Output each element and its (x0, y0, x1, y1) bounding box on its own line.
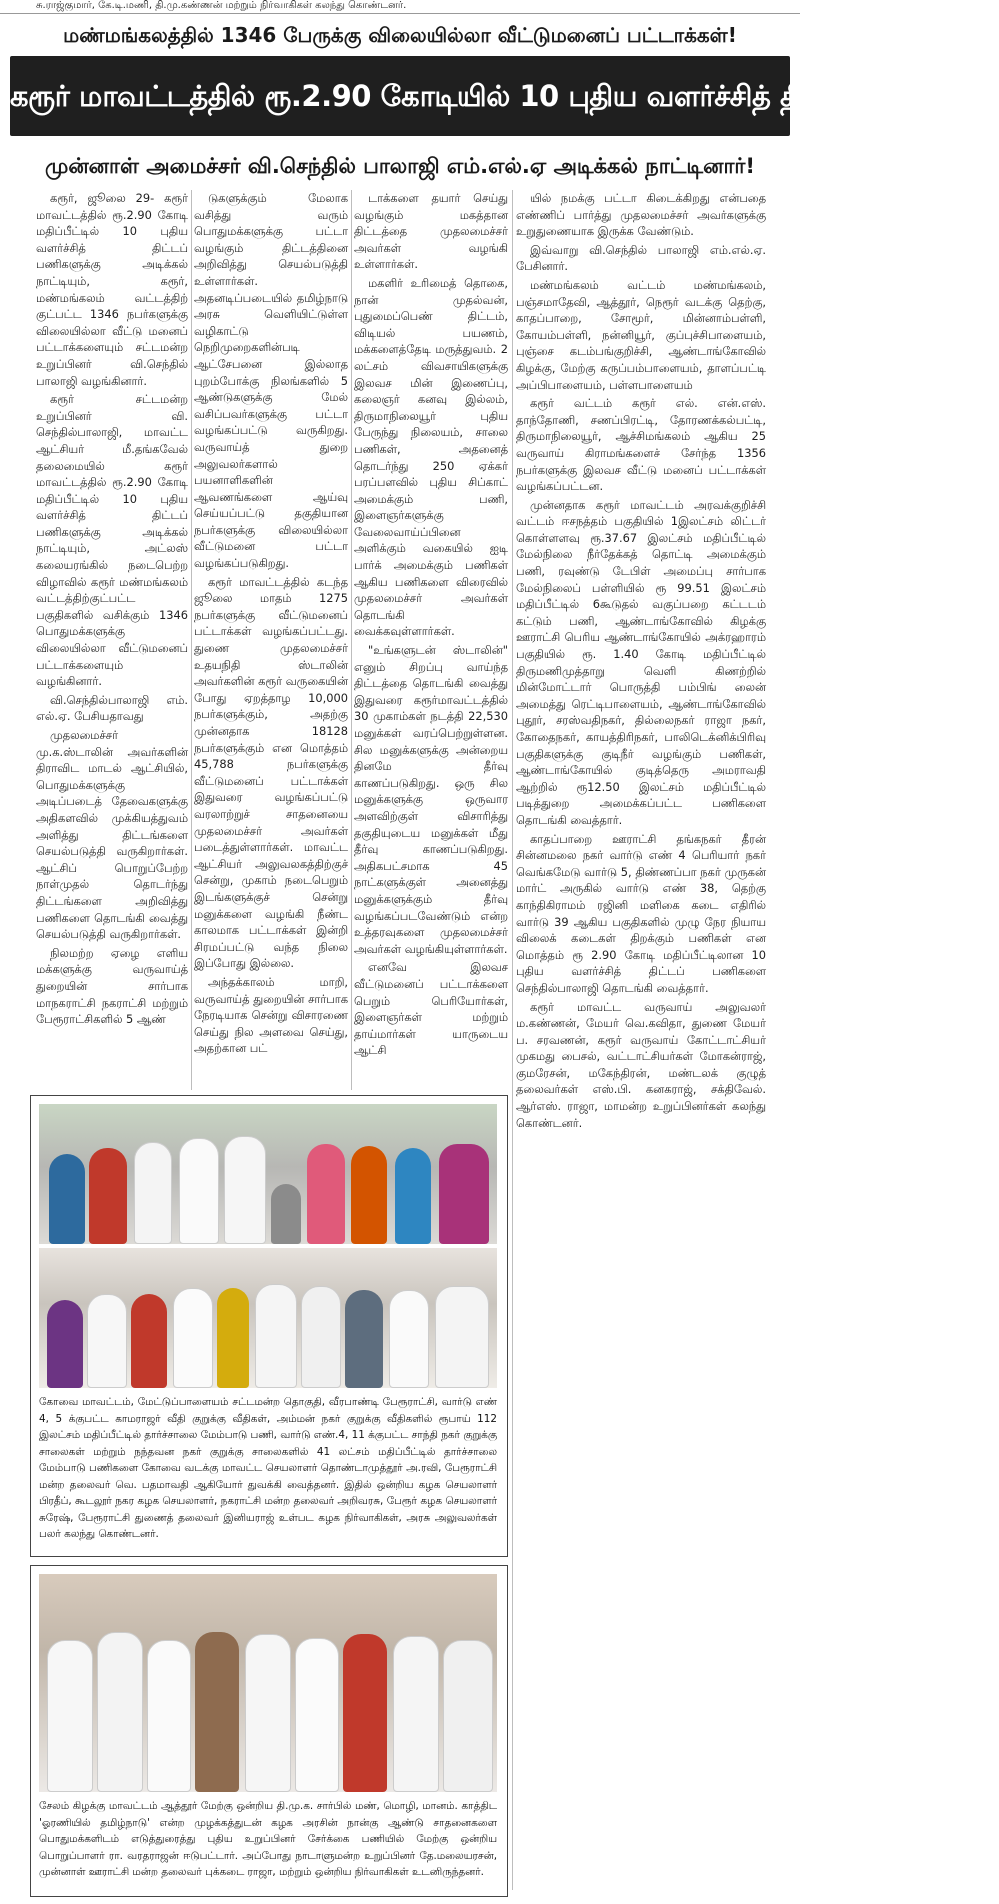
paragraph: யில் நமக்கு பட்டா கிடைக்கிறது என்பதை எண்ணிப் பார்த்து முதலமைச்சர் அவர்களுக்கு உறுதுணையாக இருக்க வேண்டும். (516, 191, 766, 239)
paragraph: முதலமைச்சர் மு.க.ஸ்டாலின் அவர்களின் திராவிட மாடல் ஆட்சியில், பொதுமக்களுக்கு அடிப்படைத் தேவைகளுக்கு அதிகளவில் முக்கியத்துவம் அளித்து திட்டங்களை செயல்படுத்தி வருகிறார்கள். ஆட்சிப் பொறுப்பேற்ற நாள்முதல் தொடர்ந்து திட்டங்களை அறிவித்து பணிகளை தொடங்கி வைத்து செயல்படுத்தி வருகிறார்கள். (36, 728, 188, 942)
photo-block-salem (30, 1565, 508, 1897)
paragraph: காதப்பாறை ஊராட்சி தங்கநகர் தீரன் சின்னமலை நகர் வார்டு எண் 4 பெரியார் நகர் வெங்கமேடு வார்டு 5, திண்ணப்பா நகர் முருகன் மார்ட் அருகில் வார்டு எண் 38, தெற்கு காந்திகிராமம் ரஜினி மளிகை கடை எதிரில் வார்டு 39 ஆகிய பகுதிகளில் முழு நேர நியாய விலைக் கடைகள் திறக்கும் பணிகள் என மொத்தம் ரூ 2.90 கோடி மதிப்பீட்டிலான 10 புதிய வளர்ச்சித் திட்டப் பணிகளை செந்தில்பாலாஜி தொடங்கி வைத்தார். (516, 831, 766, 995)
paragraph: மண்மங்கலம் வட்டம் மண்மங்கலம், பஞ்சமாதேவி, ஆத்தூர், நெரூர் வடக்கு தெற்கு, காதப்பாறை, சோமூர், மின்னாம்பள்ளி, கோயம்பள்ளி, நன்னியூர், குப்புச்சிபாளையம், புஞ்சை கடம்பங்குறிச்சி, ஆண்டாங்கோவில் கிழக்கு, மேற்கு கருப்பம்பாளையம், தாளப்பட்டி அப்பிபாளையம், பள்ளபாளையம் (516, 277, 766, 392)
group-photo (39, 1574, 497, 1792)
paragraph: டாக்களை தயார் செய்து வழங்கும் மகத்தான திட்டத்தை முதலமைச்சர் அவர்கள் வழங்கி உள்ளார்கள். (354, 191, 508, 272)
article-column-3 (354, 190, 508, 1090)
paragraph: மகளிர் உரிமைத் தொகை, நான் முதல்வன், புதுமைப்பெண் திட்டம், விடியல் பயணம், மக்களைத்தேடி மருத்துவம். 2 லட்சம் விவசாயிகளுக்கு இலவச மின் இணைப்பு, கலைஞர் கனவு இல்லம், திருமாநிலையூர் புதிய பேருந்து நிலையம், சாலை பணிகள், அதனைத் தொடர்ந்து 250 ஏக்கர் பரப்பளவில் புதிய சிப்காட் அமைக்கும் பணி, இளைஞர்களுக்கு வேலைவாய்ப்பினை அளிக்கும் வகையில் ஐடி பார்க் அமைக்கும் பணிகள் ஆகிய பணிகளை விரைவில் முதலமைச்சர் அவர்கள் தொடங்கி வைக்கவுள்ளார்கள். (354, 275, 508, 639)
photo-block-coimbatore (30, 1095, 508, 1557)
paragraph: கரூர் மாவட்ட வருவாய் அலுவலர் ம.கண்ணன், மேயர் வெ.கவிதா, துணை மேயர் ப. சரவணன், கரூர் வருவாய் கோட்டாட்சியர் முகமது பைசல், வட்டாட்சியர்கள் மோகன்ராஜ், குமரேசன், மகேந்திரன், மண்டலக் குழுத் தலைவர்கள் எஸ்.பி. கனகராஜ், சக்திவேல். ஆர்எஸ். ராஜா, மாமன்ற உறுப்பினர்கள் கலந்து கொண்டனர். (516, 999, 766, 1130)
paragraph: கரூர் மாவட்டத்தில் கடந்த ஜூலை மாதம் 1275 நபர்களுக்கு வீட்டுமனைப் பட்டாக்கள் வழங்கப்பட்டது. துணை முதலமைச்சர் உதயநிதி ஸ்டாலின் அவர்களின் கரூர் வருகையின் போது ஏறத்தாழ 10,000 நபர்களுக்கும், அதற்கு முன்னதாக 18128 நபர்களுக்கும் என மொத்தம் 45,788 நபர்களுக்கு வீட்டுமனைப் பட்டாக்கள் இதுவரை வழங்கப்பட்டு வரலாற்றுச் சாதனையை முதலமைச்சர் அவர்கள் படைத்துள்ளார்கள். மாவட்ட ஆட்சியர் அலுவலகத்திற்குச் சென்று, முகாம் நடைபெறும் இடங்களுக்குச் சென்று மனுக்களை வழங்கி நீண்ட காலமாக பட்டாக்கள் இன்றி சிரமப்பட்டு வந்த நிலை இப்போது இல்லை. (194, 574, 348, 971)
kicker-headline: மண்மங்கலத்தில் 1346 பேருக்கு விலையில்லா வீட்டுமனைப் பட்டாக்கள்! (63, 23, 737, 47)
paragraph: நிலமற்ற ஏழை எளிய மக்களுக்கு வருவாய்த் துறையின் சார்பாக மாநகராட்சி நகராட்சி மற்றும் பேரூராட்சிகளில் 5 ஆண் (36, 945, 188, 1027)
article-column-1 (36, 190, 188, 1090)
paragraph: வி.செந்தில்பாலாஜி எம். எல்.ஏ. பேசியதாவது (36, 692, 188, 724)
photo-caption: கோவை மாவட்டம், மேட்டுப்பாளையம் சட்டமன்ற தொகுதி, வீரபாண்டி பேரூராட்சி, வார்டு எண் 4, 5 க்குபட்ட காமராஜர் வீதி குறுக்கு வீதிகள், அம்மன் நகர் குறுக்கு வீதிகளில் ரூபாய் 112 இலட்சம் மதிப்பீட்டில் தார்ச்சாலை மேம்பாடு பணி, வார்டு எண்.4, 11 க்குபட்ட சாந்தி நகர் குறுக்கு சாலைகள் மற்றும் நந்தவன நகர் குறுக்கு சாலைகளில் 41 லட்சம் மதிப்பீட்டில் தார்ச்சாலை மேம்பாடு பணிகளை கோவை வடக்கு மாவட்ட செயலாளர் தொண்டாமுத்தூர் அ.ரவி, பேரூராட்சி மன்ற தலைவர் வெ. பதமாவதி ஆகியோர் துவக்கி வைத்தனர். இதில் ஒன்றிய கழக செயலாளர் பிரதீப், கூடலூர் நகர கழக செயலாளர், நகராட்சி மன்ற தலைவர் அறிவரசு, பேரூர் கழக செயலாளர் சுரேஷ், பேரூராட்சி துணைத் தலைவர் இனியராஜ் உள்பட கழக நிர்வாகிகள், அரசு அலுவலர்கள் பலர் கலந்து கொண்டனர். (39, 1396, 497, 1540)
paragraph: டுகளுக்கும் மேலாக வசித்து வரும் பொதுமக்களுக்கு பட்டா வழங்கும் திட்டத்தினை அறிவித்து செயல்படுத்தி உள்ளார்கள். அதனடிப்படையில் தமிழ்நாடு அரசு வெளியிட்டுள்ள வழிகாட்டு நெறிமுறைகளின்படி ஆட்சேபனை இல்லாத புறம்போக்கு நிலங்களில் 5 ஆண்டுகளுக்கு மேல் வசிப்பவர்களுக்கு பட்டா வழங்கப்பட்டு வருகிறது. வருவாய்த் துறை அலுவலர்களால் பயனாளிகளின் ஆவணங்களை ஆய்வு செய்யப்பட்டு தகுதியான நபர்களுக்கு விலையில்லா வீட்டுமனை பட்டா வழங்கப்படுகிறது. (194, 191, 348, 571)
paragraph: எனவே இலவச வீட்டுமனைப் பட்டாக்களை பெறும் பெரியோர்கள், இளைஞர்கள் மற்றும் தாய்மார்கள் யாருடைய ஆட்சி (354, 960, 508, 1058)
column-divider (191, 190, 192, 1090)
article-column-2 (194, 190, 348, 1090)
paragraph: கரூர் வட்டம் கரூர் எல். என்.எஸ். தாந்தோணி, சணப்பிரட்டி, தோரணக்கல்பட்டி, திருமாநிலையூர், ஆச்சிமங்கலம் ஆகிய 25 வருவாய் கிராமங்களைச் சேர்ந்த 1356 நபர்களுக்கு இலவச வீட்டு மனைப் பட்டாக்கள் வழங்கப்பட்டன. (516, 396, 766, 494)
paragraph: இவ்வாறு வி.செந்தில் பாலாஜி எம்.எல்.ஏ. பேசினார். (516, 242, 766, 274)
group-photo (39, 1248, 497, 1388)
paragraph: கரூர் சட்டமன்ற உறுப்பினர் வி. செந்தில்பாலாஜி, மாவட்ட ஆட்சியர் மீ.தங்கவேல் தலைமையில் கரூர் மாவட்டத்தில் ரூ.2.90 கோடி மதிப்பீட்டில் 10 புதிய வளர்ச்சித் திட்டப் பணிகளுக்கு அடிக்கல் நாட்டியும், அட்லஸ் கலையரங்கில் நடைபெற்ற விழாவில் கரூர் மண்மங்கலம் வட்டத்திற்குட்பட்ட பகுதிகளில் வசிக்கும் 1346 பொதுமக்களுக்கு விலையில்லா வீட்டுமனைப் பட்டாக்களையும் வழங்கினார். (36, 392, 188, 689)
column-divider (351, 190, 352, 1090)
paragraph: "உங்களுடன் ஸ்டாலின்" எனும் சிறப்பு வாய்ந்த திட்டத்தை தொடங்கி வைத்து இதுவரை கரூர்மாவட்டத்தில் 30 முகாம்கள் நடத்தி 22,530 மனுக்கள் வரப்பெற்றுள்ளன. சில மனுக்களுக்கு அன்றைய தினமே தீர்வு காணப்படுகிறது. ஒரு சில மனுக்களுக்கு ஒருவார அளவிற்குள் விசாரித்து தகுதியுடைய மனுக்கள் மீது தீர்வு காணப்படுகிறது. அதிகபட்சமாக 45 நாட்களுக்குள் அனைத்து மனுக்களுக்கும் தீர்வு வழங்கப்படவேண்டும் என்ற உத்தரவுகளை முதலமைச்சர் அவர்கள் வழங்கியுள்ளார்கள். (354, 643, 508, 956)
column-divider (512, 190, 513, 1890)
main-headline: கரூர் மாவட்டத்தில் ரூ.2.90 கோடியில் 10 புதிய வளர்ச்சித் திட்டப் பணிகள்! (10, 56, 790, 136)
paragraph: அந்தக்காலம் மாறி, வருவாய்த் துறையின் சார்பாக நேரடியாக சென்று விசாரணை செய்து நில அளவை செய்து, அதற்கான பட் (194, 974, 348, 1056)
previous-article-tail: சு.ராஜ்குமார், கே.டி.மணி, தி.மு.கண்ணன் மற்றும் நிர்வாகிகள் கலந்து கொண்டனர். (0, 0, 800, 14)
article-column-4 (516, 190, 766, 1890)
group-photo (39, 1104, 497, 1244)
subheadline: முன்னாள் அமைச்சர் வி.செந்தில் பாலாஜி எம்.எல்.ஏ அடிக்கல் நாட்டினார்! (45, 154, 755, 178)
paragraph: கரூர், ஜூலை 29- கரூர் மாவட்டத்தில் ரூ.2.90 கோடி மதிப்பீட்டில் 10 புதிய வளர்ச்சித் திட்டப் பணிகளுக்கு அடிக்கல் நாட்டியும், கரூர், மண்மங்கலம் வட்டத்திற் குட்பட்ட 1346 நபர்களுக்கு விலையில்லா வீட்டு மனைப் பட்டாக்களையும் சட்டமன்ற உறுப்பினர் வி.செந்தில் பாலாஜி வழங்கினார். (36, 191, 188, 388)
photo-caption: சேலம் கிழக்கு மாவட்டம் ஆத்தூர் மேற்கு ஒன்றிய தி.மு.க. சார்பில் மண், மொழி, மானம். காத்திட 'ஓரணியில் தமிழ்நாடு' என்ற முழக்கத்துடன் கழக அரசின் நான்கு ஆண்டு சாதனைகளை பொதுமக்களிடம் எடுத்துரைத்து புதிய உறுப்பினர் சேர்க்கை பணியில் மேற்கு ஒன்றிய பொறுப்பாளர் ரா. வரதராஜன் ஈடுபட்டார். அப்போது நாடாளுமன்ற உறுப்பினர் தே.மலையரசன், முன்னாள் ஊராட்சி மன்ற தலைவர் புக்கடை ராஜா, மற்றும் ஒன்றிய நிர்வாகிகள் உடனிருந்தனர். (39, 1800, 497, 1878)
paragraph: முன்னதாக கரூர் மாவட்டம் அரவக்குறிச்சி வட்டம் ஈசநத்தம் பகுதியில் 1இலட்சம் லிட்டர் கொள்ளளவு ரூ.37.67 இலட்சம் மதிப்பீட்டில் மேல்நிலை நீர்தேக்கத் தொட்டி அமைக்கும் பணி, ரவுண்டு டேபிள் அமைப்பு சார்பாக மேல்நிலைப் பள்ளியில் ரூ 99.51 இலட்சம் மதிப்பீட்டில் 6கூடுதல் வகுப்பறை கட்டடம் கட்டும் பணி, ஆண்டாங்கோவில் கிழக்கு ஊராட்சி பெரிய ஆண்டாங்கோயில் அக்ரஹாரம் பகுதியில் ரூ. 1.40 கோடி மதிப்பீட்டில் திருமணிமுத்தாறு வெளி கிணற்றில் மின்மோட்டார் பொருத்தி பம்பிங் லைன் அமைத்து ரெட்டிபாளையம், ஆண்டாங்கோவில் புதூர், சரஸ்வதிநகர், தில்லைநகர் ராஜா நகர், கோதைநகர், காயத்திரிநகர், பாலிடெக்னிக்பிரிவு பகுதிகளுக்கு குடிநீர் வழங்கும் பணிகள், ஆண்டாங்கோயில் குடித்தெரு அமராவதி ஆற்றில் ரூ12.50 இலட்சம் மதிப்பீட்டில் படித்துறை அமைக்கப்பட்ட பணிகளை தொடங்கி வைத்தார். (516, 497, 766, 827)
